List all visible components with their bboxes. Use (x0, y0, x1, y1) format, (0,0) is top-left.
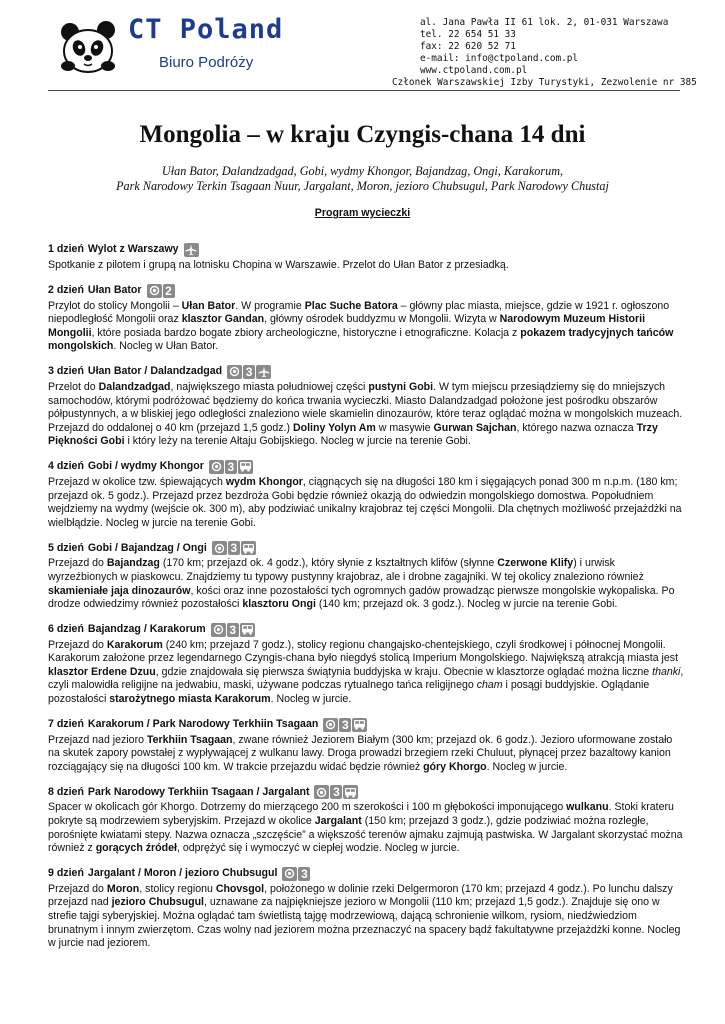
day-2 (48, 282, 686, 354)
logo-title: CT Poland (128, 14, 284, 45)
day-description: Przejazd w okolice tzw. śpiewających wydm Khongor, ciągnących się na długości 180 km i sięgających ponad 300 m n.p.m. (180 km; przejazd ok. 5 godz.). Przejazd przez bezdroża Gobi będzie również okazją do odwiedzin mongolskiego domostwa. Popołudniem wejdziemy na wydmy (wejście ok. 300 m), aby podziwiać unikalny krajobraz tej części Mongolii. Dla chętnych możliwość przejażdżki na wielbłądzie. Nocleg w jurcie na terenie Gobi. (48, 475, 682, 529)
day-heading (48, 458, 686, 476)
day-place: Gobi / Bajandzag / Ongi (87, 541, 207, 554)
meals-count-badge: 3 (243, 365, 255, 379)
day-number: 7 dzień (48, 717, 84, 730)
fax: fax: 22 620 52 71 (420, 41, 516, 52)
day-place: Bajandzag / Karakorum (87, 622, 206, 635)
meals-count-badge: 3 (227, 623, 239, 637)
day-description: Przejazd do Bajandzag (170 km; przejazd ok. 4 godz.), który słynie z kształtnych klifów (słynne Czerwone Klify) i urwisk wyrzeźbionych w piaskowcu. Znajdziemy tu typowy pustynny krajobraz, ale i drobne zagajniki. W tej okolicy znaleziono również skamieniałe jaja dinozaurów, kości oraz inne pozostałości tych ogromnych gadów prowadząc pierwsze mongolskie wykopaliska. Po drodze odwiedzimy również pozostałości klasztoru Ongi (140 km; przejazd ok. 3 godz.). Nocleg w jurcie na terenie Gobi. (48, 557, 675, 611)
header-divider (48, 90, 680, 91)
contact-block (392, 17, 697, 89)
day-number: 9 dzień (48, 867, 84, 880)
day-heading (48, 363, 686, 381)
day-place: Karakorum / Park Narodowy Terkhiin Tsagaan (87, 717, 319, 730)
plane-icon (256, 365, 271, 379)
page-title: Mongolia – w kraju Czyngis-chana 14 dni (139, 121, 586, 148)
day-number: 3 dzień (48, 365, 84, 378)
program-heading: Program wycieczki (314, 207, 411, 219)
day-8 (48, 783, 686, 855)
bus-icon (352, 718, 367, 732)
day-heading (48, 241, 686, 259)
day-description: Przylot do stolicy Mongolii – Ułan Bator. W programie Plac Suche Batora – główny plac miasta, miejsce, gdzie w 1921 r. ogłoszono niepodległość Mongolii oraz klasztor Gandan, główny ośrodek buddyzmu w Mongolii. Wizyta w Narodowym Muzeum Historii Mongolii, które posiada bardzo bogate zbiory archeologiczne, historyczne i etnograficzne. Kolacja z pokazem tradycyjnych tańców mongolskich. Nocleg w Ułan Bator. (48, 299, 674, 353)
bus-icon (343, 785, 358, 799)
route-line-2: Park Narodowy Terkin Tsagaan Nuur, Jargalant, Moron, jezioro Chubsugul, Park Narodowy Chustaj (116, 179, 609, 193)
meal-icon (212, 541, 227, 555)
day-number: 1 dzień (48, 243, 84, 256)
day-number: 2 dzień (48, 283, 84, 296)
day-5 (48, 539, 686, 611)
day-place: Ułan Bator (87, 283, 142, 296)
meal-icon (282, 867, 297, 881)
email-link[interactable]: e-mail: info@ctpoland.com.pl (420, 53, 579, 64)
day-description: Przejazd do Moron, stolicy regionu Chovsgol, położonego w dolinie rzeki Delgermoron (170 km; przejazd 4 godz.). Po lunchu dalszy przejazd nad jezioro Chubsugul, uznawane za najpiękniejsze jezioro w Mongolii (110 km; przejazd 1,5 godz.). Znajduje się ono w strefie tajgi syberyjskiej. Można oglądać tam świetlistą tajgę modrzewiową, dającą schronienie wilkom, rysiom, niedźwiedziom brunatnym i innym zwierzętom. Czas wolny nad jeziorem można przeznaczyć na spacery bądź fakultatywne przejażdżki konne. Nocleg w jurcie nad jeziorem. (48, 882, 681, 950)
day-number: 8 dzień (48, 785, 84, 798)
day-place: Wylot z Warszawy (87, 243, 179, 256)
day-heading (48, 539, 686, 557)
day-heading (48, 865, 686, 883)
day-place: Jargalant / Moron / jezioro Chubsugul (87, 867, 278, 880)
day-place: Gobi / wydmy Khongor (87, 460, 204, 473)
day-3 (48, 363, 686, 449)
day-9 (48, 865, 686, 951)
meals-count-badge: 3 (225, 460, 237, 474)
day-description: Przejazd do Karakorum (240 km; przejazd 7 godz.), stolicy regionu changajsko-chentejskiego, czyli środkowej i północnej Mongolii. Karakorum założone przez legendarnego Czyngis-chana było niegdyś stolicą Imperium Mongolskiego. Największą atrakcją miasta jest klasztor Erdene Dzuu, gdzie znajdowała się pierwsza świątynia buddyjska w kraju. Obecnie w klasztorze oglądać można liczne thanki, czyli malowidła religijne na jedwabiu, maski, używane podczas rytualnego tańca religijnego cham i posągi buddyjskie. Oglądanie pozostałości starożytnego miasta Karakorum. Nocleg w jurcie. (48, 638, 684, 706)
day-number: 6 dzień (48, 622, 84, 635)
bus-icon (240, 623, 255, 637)
bus-icon (238, 460, 253, 474)
letterhead (0, 0, 725, 92)
ct-poland-logo (58, 14, 308, 84)
meal-icon (323, 718, 338, 732)
day-1 (48, 241, 686, 273)
meal-icon (314, 785, 329, 799)
day-place: Ułan Bator / Dalandzadgad (87, 365, 223, 378)
itinerary (48, 241, 686, 960)
meals-count-badge: 3 (330, 785, 342, 799)
day-heading (48, 716, 686, 734)
address: al. Jana Pawła II 61 lok. 2, 01-031 Warszawa (420, 17, 669, 28)
membership-note: Członek Warszawskiej Izby Turystyki, Zezwolenie nr 385 (392, 77, 697, 88)
route-subtitle (0, 164, 725, 194)
meal-icon (147, 284, 162, 298)
day-number: 4 dzień (48, 460, 84, 473)
day-description: Spacer w okolicach gór Khorgo. Dotrzemy do mierzącego 200 m szerokości i 100 m głębokości imponującego wulkanu. Stoki krateru pokryte są modrzewiem syberyjskim. Przejazd w okolice Jargalant (150 km; przejazd 3 godz.), gdzie podziwiać można rozległe, porośnięte kwiatami stepy. Nazwa oznacza „szczęście” a większość terenów ajmaku zajmują pastwiska. W Jargalant skorzystać można również z gorących źródeł, odprężyć się i wymoczyć w ciepłej wodzie. Nocleg w jurcie. (48, 801, 683, 855)
day-heading (48, 621, 686, 639)
day-number: 5 dzień (48, 541, 84, 554)
meals-count-badge: 3 (339, 718, 351, 732)
phone: tel. 22 654 51 33 (420, 29, 516, 40)
day-place: Park Narodowy Terkhiin Tsagaan / Jargalant (87, 785, 310, 798)
day-heading (48, 282, 686, 300)
day-description: Spotkanie z pilotem i grupą na lotnisku Chopina w Warszawie. Przelot do Ułan Bator z przesiadką. (48, 259, 509, 271)
meals-count-badge: 3 (298, 867, 310, 881)
day-7 (48, 716, 686, 775)
website-link[interactable]: www.ctpoland.com.pl (420, 65, 528, 76)
panda-icon (58, 18, 120, 76)
day-4 (48, 458, 686, 530)
route-line-1: Ułan Bator, Dalandzadgad, Gobi, wydmy Khongor, Bajandzag, Ongi, Karakorum, (161, 164, 564, 178)
day-description: Przejazd nad jezioro Terkhiin Tsagaan, zwane również Jeziorem Białym (300 km; przejazd ok. 6 godz.). Jezioro uformowane zostało na skutek zapory powstałej z wypływającej z wulkanu lawy. Droga prowadzi brzegiem rzeki Chuluut, płynącej przez bazaltowy kanion rozciągający się na długości 100 km. W trakcie przejazdu widać będzie również góry Khorgo. Nocleg w jurcie. (48, 733, 673, 773)
meal-icon (211, 623, 226, 637)
meal-icon (209, 460, 224, 474)
bus-icon (241, 541, 256, 555)
meals-count-badge: 3 (228, 541, 240, 555)
plane-icon (184, 243, 199, 257)
day-6 (48, 621, 686, 707)
day-description: Przelot do Dalandzadgad, największego miasta południowej części pustyni Gobi. W tym miejscu przesiądziemy się do mniejszych samochodów, którymi podróżować będziemy do końca trwania wycieczki. Miasto Dalandzadgad położone jest pośrodku obszarów półpustynnych, a w bliskiej jego odległości znaleziono wiele skamielin dinozaurów, które teraz oglądać można w mongolskich muzeach. Przejazd do oddalonej o 40 km (przejazd 1,5 godz.) Doliny Yolyn Am w masywie Gurwan Sajchan, którego nazwa oznacza Trzy Piękności Gobi i który leży na terenie Ałtaju Gobijskiego. Nocleg w jurcie na terenie Gobi. (48, 380, 683, 448)
meals-count-badge: 2 (163, 284, 175, 298)
day-heading (48, 783, 686, 801)
logo-subtitle: Biuro Podróży (159, 54, 254, 71)
meal-icon (227, 365, 242, 379)
